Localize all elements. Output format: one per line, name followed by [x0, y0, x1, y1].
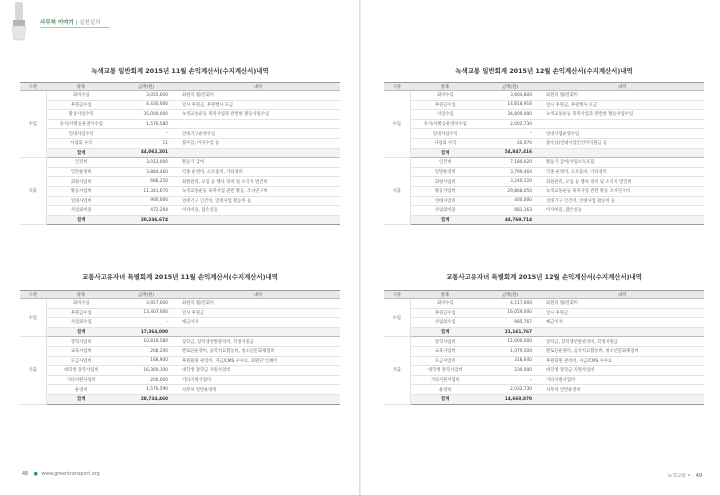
- table-row: [384, 385, 704, 395]
- item-cell: 활동사업비: [46, 186, 116, 196]
- magazine-label: 녹색교통: [667, 474, 686, 479]
- table-header-row: [384, 83, 704, 91]
- description-cell: 대학생 장학금 지원사업비: [176, 366, 340, 376]
- total-row: [384, 327, 704, 337]
- table-row: [20, 167, 340, 177]
- item-cell: 인건비: [410, 158, 480, 168]
- item-cell: 사업외비용: [410, 206, 480, 216]
- column-header: 항목: [410, 291, 480, 299]
- table-row: [20, 138, 340, 148]
- item-cell: 일반운영비: [410, 167, 480, 177]
- description-cell: 연대기구운영수입: [176, 129, 340, 139]
- amount-cell: 3,012,000: [116, 158, 176, 168]
- table-title: 녹색교통 일반회계 2015년 11월 손익계산서(수지계산서)내역: [91, 67, 269, 75]
- table-row: [384, 167, 704, 177]
- table-row: [20, 366, 340, 376]
- amount-cell: 230,000: [480, 366, 540, 376]
- item-cell: 사업수입: [410, 110, 480, 120]
- item-cell: 교육사업비: [46, 346, 116, 356]
- column-header: 금액(원): [480, 291, 540, 299]
- table-row: [384, 356, 704, 366]
- table-row: [384, 186, 704, 196]
- footer-right: 녹색교통 • 49: [667, 474, 702, 479]
- item-cell: 유지/사활동운영이수입: [410, 119, 480, 129]
- report-table: [20, 82, 340, 225]
- amount-cell: 900,000: [116, 196, 176, 206]
- description-cell: 활동가 급여: [176, 158, 340, 168]
- item-cell: 사업외수입: [410, 318, 480, 328]
- description-cell: 후원회원 관리비, 저금/CMS 수수료, 회원단 인쇄비: [176, 356, 340, 366]
- column-header: 내역: [540, 83, 704, 91]
- total-row: [20, 327, 340, 337]
- amount-cell: 16,059,000: [480, 308, 540, 318]
- item-cell: 연대사업비: [46, 196, 116, 206]
- website-link[interactable]: www.greentransport.org: [41, 472, 100, 477]
- item-cell: 사업외 수익: [410, 138, 480, 148]
- item-cell: 사업외비용: [46, 206, 116, 216]
- item-cell: 회비수입: [46, 91, 116, 101]
- description-cell: 멘토단운영비, 음악치료활동비, 청소년문화체험비: [540, 346, 704, 356]
- item-cell: 일반운영비: [46, 167, 116, 177]
- description-cell: 기타지원사업비: [540, 375, 704, 385]
- description-cell: 각종 운영비, 소모품비, 기타경비: [176, 167, 340, 177]
- amount-cell: 3,957,000: [116, 299, 176, 309]
- column-header: 구분: [384, 291, 410, 299]
- table-row: [384, 375, 704, 385]
- table-row: [20, 308, 340, 318]
- description-cell: 회원의 월/연회비: [176, 91, 340, 101]
- column-header: 금액(원): [116, 83, 176, 91]
- item-cell: 합계: [410, 327, 480, 337]
- group-cell: 수입: [20, 299, 46, 337]
- item-cell: 후원금수입: [410, 308, 480, 318]
- table-row: [384, 196, 704, 206]
- amount-cell: 1,576,580: [116, 119, 176, 129]
- total-row: [20, 215, 340, 225]
- page-gutter: [359, 0, 361, 495]
- amount-cell: 3,055,600: [116, 91, 176, 101]
- table-row: [384, 206, 704, 216]
- column-header: 구분: [20, 291, 46, 299]
- description-cell: 일시 후원금, 후원행사 모금: [176, 100, 340, 110]
- paint-brush-icon: [6, 2, 32, 42]
- description-cell: 녹색교통운동 목적사업 관련 활동, 조사연구비: [176, 186, 340, 196]
- description-cell: [176, 215, 340, 225]
- item-cell: 합계: [410, 148, 480, 158]
- description-cell: 연대사업운영수입: [540, 129, 704, 139]
- amount-cell: 11: [116, 138, 176, 148]
- amount-cell: 3,884,460: [116, 167, 176, 177]
- description-cell: [540, 215, 704, 225]
- description-cell: 회원관리, 모임 등 행사 경비 및 소식지 발간비: [540, 177, 704, 187]
- table-row: [20, 100, 340, 110]
- amount-cell: 2,002,730: [480, 119, 540, 129]
- description-cell: 회원관리, 모임 등 행사 경비 및 소식지 발간비: [176, 177, 340, 187]
- item-cell: 운영비: [410, 385, 480, 395]
- amount-cell: –: [480, 129, 540, 139]
- amount-cell: 29,868,050: [480, 186, 540, 196]
- description-cell: 잡수입(연대사업인건비지원금 등: [540, 138, 704, 148]
- item-cell: 활동사업수익: [46, 110, 116, 120]
- item-cell: 활동사업비: [410, 186, 480, 196]
- description-cell: 회원의 월/연회비: [176, 299, 340, 309]
- description-cell: 사무처 일반운영비: [176, 385, 340, 395]
- description-cell: 녹색교통운동 목적사업 관련 활동 조사연구비: [540, 186, 704, 196]
- table-row: [20, 318, 340, 328]
- item-cell: 장학사업비: [410, 337, 480, 347]
- table-row: [384, 318, 704, 328]
- description-cell: [176, 148, 340, 158]
- table-row: [20, 337, 340, 347]
- item-cell: 합계: [46, 394, 116, 404]
- total-row: [384, 215, 704, 225]
- item-cell: 연대사업비: [410, 196, 480, 206]
- item-cell: 연대사업수익: [46, 129, 116, 139]
- table-header-row: [384, 291, 704, 299]
- table-row: [384, 110, 704, 120]
- description-cell: [540, 327, 704, 337]
- amount-cell: 200,000: [116, 375, 176, 385]
- item-cell: 모금사업비: [410, 356, 480, 366]
- table-row: [20, 385, 340, 395]
- description-cell: 기타지원사업비: [176, 375, 340, 385]
- description-cell: [540, 119, 704, 129]
- column-header: 내역: [176, 83, 340, 91]
- description-cell: [176, 119, 340, 129]
- description-cell: 예금이자: [540, 318, 704, 328]
- item-cell: 대학생 장학사업비: [410, 366, 480, 376]
- item-cell: 인건비: [46, 158, 116, 168]
- description-cell: [540, 394, 704, 404]
- table-title: 교통사고유자녀 특별회계 2015년 12월 손익계산서(수지계산서)내역: [446, 273, 642, 281]
- column-header: 금액(원): [480, 83, 540, 91]
- amount-cell: 35,000,000: [116, 110, 176, 120]
- amount-cell: 17,364,000: [116, 327, 176, 337]
- item-cell: 합계: [46, 215, 116, 225]
- description-cell: 후원회원 관리비, 저금/CMS 수수료: [540, 356, 704, 366]
- description-cell: [176, 394, 340, 404]
- total-row: [20, 394, 340, 404]
- table-row: [384, 346, 704, 356]
- column-header: 구분: [20, 83, 46, 91]
- report-table: [384, 290, 704, 405]
- table-row: [384, 138, 704, 148]
- table-row: [384, 100, 704, 110]
- item-cell: 회비수입: [46, 299, 116, 309]
- column-header: 내역: [540, 291, 704, 299]
- group-cell: 지출: [384, 158, 410, 225]
- amount-cell: 44,769,714: [480, 215, 540, 225]
- amount-cell: 28,734,460: [116, 394, 176, 404]
- report-table: [384, 82, 704, 225]
- table-row: [20, 158, 340, 168]
- description-cell: 회원의 월/연회비: [540, 91, 704, 101]
- item-cell: 모금사업비: [46, 356, 116, 366]
- description-cell: 일시 후원금: [540, 308, 704, 318]
- item-cell: 운영비: [46, 385, 116, 395]
- column-header: 금액(원): [116, 291, 176, 299]
- amount-cell: 13,407,000: [116, 308, 176, 318]
- group-cell: 수입: [384, 91, 410, 158]
- table-row: [20, 110, 340, 120]
- item-cell: 회원사업비: [410, 177, 480, 187]
- description-cell: 사무처 일반운영비: [540, 385, 704, 395]
- description-cell: 이자비용, 잡손실등: [176, 206, 340, 216]
- description-cell: 이자비용, 잡손실등: [540, 206, 704, 216]
- total-row: [384, 148, 704, 158]
- description-cell: 대학생 장학금 지원사업비: [540, 366, 704, 376]
- amount-cell: 14,660,870: [480, 394, 540, 404]
- amount-cell: 318,640: [480, 356, 540, 366]
- amount-cell: 400,000: [480, 196, 540, 206]
- amount-cell: –: [116, 318, 176, 328]
- page-number: 49: [695, 474, 702, 479]
- table-row: [384, 299, 704, 309]
- description-cell: 일시 후원금: [176, 308, 340, 318]
- amount-cell: 4,430,000: [116, 100, 176, 110]
- table-header-row: [20, 83, 340, 91]
- amount-cell: 208,200: [116, 346, 176, 356]
- description-cell: 회원의 월/연회비: [540, 299, 704, 309]
- total-row: [384, 394, 704, 404]
- item-cell: 연대사업수익: [410, 129, 480, 139]
- group-cell: 지출: [20, 158, 46, 225]
- description-cell: [176, 327, 340, 337]
- table-row: [20, 91, 340, 101]
- item-cell: 기타지원사업비: [410, 375, 480, 385]
- item-cell: 회비수입: [410, 299, 480, 309]
- amount-cell: 985,767: [480, 318, 540, 328]
- item-cell: 합계: [410, 215, 480, 225]
- description-cell: 연대기구 인건비, 연대사업 활동비 등: [176, 196, 340, 206]
- item-cell: 대학생 장학사업비: [46, 366, 116, 376]
- item-cell: 후원금수입: [46, 308, 116, 318]
- amount-cell: 1,576,590: [116, 385, 176, 395]
- column-header: 항목: [46, 291, 116, 299]
- amount-cell: 472,294: [116, 206, 176, 216]
- page-number: 48: [22, 472, 29, 477]
- table-row: [20, 356, 340, 366]
- amount-cell: 54,847,416: [480, 148, 540, 158]
- amount-cell: 3,240,120: [480, 177, 540, 187]
- header-divider: [40, 27, 110, 28]
- table-row: [20, 206, 340, 216]
- column-header: 구분: [384, 83, 410, 91]
- table-row: [384, 91, 704, 101]
- table-row: [20, 177, 340, 187]
- description-cell: 예금이자: [176, 318, 340, 328]
- description-cell: 각종 운영비, 소모품비, 기타경비: [540, 167, 704, 177]
- description-cell: 활동가 급여/사업소득포함: [540, 158, 704, 168]
- column-header: 항목: [46, 83, 116, 91]
- column-header: 내역: [176, 291, 340, 299]
- table-row: [20, 119, 340, 129]
- table-row: [20, 375, 340, 385]
- item-cell: 기타지원사업비: [46, 375, 116, 385]
- table-row: [20, 196, 340, 206]
- item-cell: 회원사업비: [46, 177, 116, 187]
- footer-left: [22, 472, 100, 477]
- table-row: [20, 346, 340, 356]
- item-cell: 후원금수입: [410, 100, 480, 110]
- amount-cell: 20,246,674: [116, 215, 176, 225]
- item-cell: 합계: [46, 148, 116, 158]
- amount-cell: 7,180,020: [480, 158, 540, 168]
- amount-cell: –: [116, 129, 176, 139]
- amount-cell: 3,799,464: [480, 167, 540, 177]
- group-cell: 지출: [20, 337, 46, 404]
- amount-cell: 168,900: [116, 356, 176, 366]
- amount-cell: 11,000,000: [480, 337, 540, 347]
- table-title: 녹색교통 일반회계 2015년 12월 손익계산서(수지계산서)내역: [455, 67, 633, 75]
- amount-cell: 11,341,670: [116, 186, 176, 196]
- item-cell: 사업외 수익: [46, 138, 116, 148]
- column-header: 항목: [410, 83, 480, 91]
- item-cell: 유지/사활동운영이수입: [46, 119, 116, 129]
- amount-cell: 3,604,800: [480, 91, 540, 101]
- report-table: [20, 290, 340, 405]
- amount-cell: 14,818,916: [480, 100, 540, 110]
- item-cell: 교육사업비: [410, 346, 480, 356]
- table-row: [384, 119, 704, 129]
- description-cell: 장학금, 장학생선발관리비, 학생지원금: [176, 337, 340, 347]
- amount-cell: 4,117,000: [480, 299, 540, 309]
- table-header-row: [20, 291, 340, 299]
- group-cell: 지출: [384, 337, 410, 404]
- bullet-icon: ●: [33, 472, 38, 477]
- description-cell: 장학금, 장학생선발관리비, 학생지원금: [540, 337, 704, 347]
- amount-cell: 34,800,000: [480, 110, 540, 120]
- subsection-label: 실천실의: [79, 20, 101, 26]
- amount-cell: 1,079,500: [480, 346, 540, 356]
- item-cell: 후원금수입: [46, 100, 116, 110]
- amount-cell: 21,161,767: [480, 327, 540, 337]
- description-cell: 녹색교통운동 목적사업과 관련한 활동사업수입: [176, 110, 340, 120]
- group-cell: 수입: [384, 299, 410, 337]
- table-row: [384, 129, 704, 139]
- amount-cell: –: [480, 375, 540, 385]
- item-cell: 장학사업비: [46, 337, 116, 347]
- description-cell: 녹색교통운동 목적사업과 관련한 활동사업수입: [540, 110, 704, 120]
- description-cell: 일시 후원금, 후원행사 모금: [540, 100, 704, 110]
- description-cell: 연대기구 인건비, 연대사업 활동비 등: [540, 196, 704, 206]
- amount-cell: 20,970: [480, 138, 540, 148]
- total-row: [20, 148, 340, 158]
- item-cell: 합계: [46, 327, 116, 337]
- table-row: [384, 177, 704, 187]
- amount-cell: 681,163: [480, 206, 540, 216]
- item-cell: 합계: [410, 394, 480, 404]
- amount-cell: 10,816,580: [116, 337, 176, 347]
- section-header: 사무처 이야기 | 실천실의: [40, 20, 101, 26]
- table-row: [20, 299, 340, 309]
- amount-cell: 16,369,100: [116, 366, 176, 376]
- table-row: [20, 129, 340, 139]
- group-cell: 수입: [20, 91, 46, 158]
- description-cell: 멘토단운영비, 음악치료활동비, 청소년문화체험비: [176, 346, 340, 356]
- section-label: 사무처 이야기: [40, 20, 74, 26]
- table-row: [384, 308, 704, 318]
- description-cell: 잡수입, 이자수입 등: [176, 138, 340, 148]
- table-row: [384, 337, 704, 347]
- amount-cell: 686,250: [116, 177, 176, 187]
- table-title: 교통사고유자녀 특별회계 2015년 11월 손익계산서(수지계산서)내역: [82, 273, 278, 281]
- amount-cell: 44,062,201: [116, 148, 176, 158]
- table-row: [20, 186, 340, 196]
- item-cell: 회비수입: [410, 91, 480, 101]
- table-row: [384, 366, 704, 376]
- item-cell: 사업외수입: [46, 318, 116, 328]
- amount-cell: 2,032,730: [480, 385, 540, 395]
- description-cell: [540, 148, 704, 158]
- table-row: [384, 158, 704, 168]
